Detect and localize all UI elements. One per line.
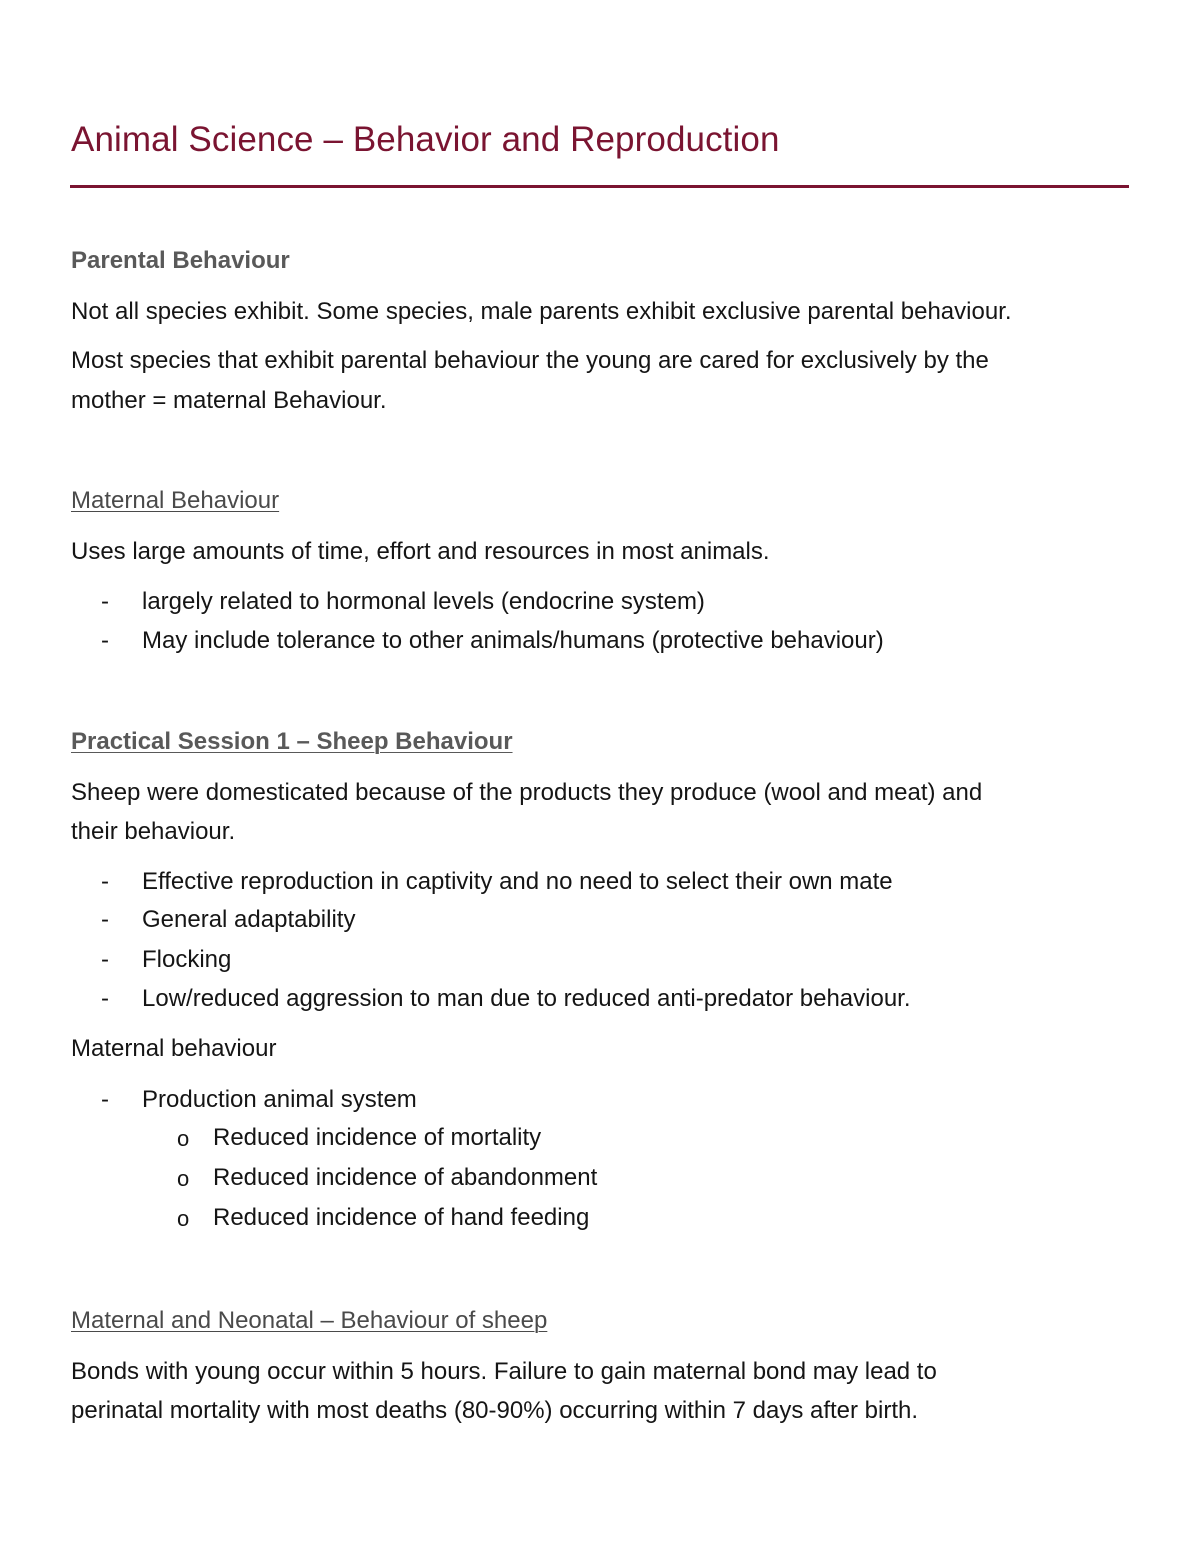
bullet-marker: - <box>101 588 109 615</box>
heading-practical-session-1: Practical Session 1 – Sheep Behaviour <box>71 728 513 755</box>
practical-paragraph-line-1: Sheep were domesticated because of the products they produce (wool and meat) and <box>71 779 983 806</box>
neonatal-paragraph-line-1: Bonds with young occur within 5 hours. Failure to gain maternal bond may lead to <box>71 1358 937 1385</box>
document-title: Animal Science – Behavior and Reproduction <box>71 120 780 159</box>
parental-paragraph-2-line-1: Most species that exhibit parental behaviour the young are cared for exclusively by the <box>71 347 989 374</box>
list-item: Flocking <box>142 946 232 973</box>
bullet-marker: - <box>101 627 109 654</box>
list-item: Low/reduced aggression to man due to reduced anti-predator behaviour. <box>142 985 911 1012</box>
title-underline-rule <box>70 185 1129 188</box>
heading-maternal-and-neonatal: Maternal and Neonatal – Behaviour of sheep <box>71 1307 548 1334</box>
bullet-marker: - <box>101 946 109 973</box>
list-item: largely related to hormonal levels (endocrine system) <box>142 588 705 615</box>
neonatal-paragraph-line-2: perinatal mortality with most deaths (80-90%) occurring within 7 days after birth. <box>71 1397 919 1424</box>
sub-list-item: Reduced incidence of abandonment <box>213 1164 598 1191</box>
parental-paragraph-1: Not all species exhibit. Some species, male parents exhibit exclusive parental behaviour. <box>71 298 1012 325</box>
list-item: Production animal system <box>142 1086 417 1113</box>
sub-bullet-marker: o <box>177 1126 190 1151</box>
list-item: General adaptability <box>142 906 356 933</box>
heading-maternal-behaviour: Maternal Behaviour <box>71 487 280 514</box>
maternal-behaviour-label: Maternal behaviour <box>71 1035 277 1062</box>
sub-bullet-marker: o <box>177 1166 190 1191</box>
bullet-marker: - <box>101 868 109 895</box>
parental-paragraph-2-line-2: mother = maternal Behaviour. <box>71 387 387 414</box>
sub-list-item: Reduced incidence of hand feeding <box>213 1204 590 1231</box>
heading-parental-behaviour: Parental Behaviour <box>71 247 290 274</box>
bullet-marker: - <box>101 906 109 933</box>
practical-paragraph-line-2: their behaviour. <box>71 818 236 845</box>
bullet-marker: - <box>101 985 109 1012</box>
sub-bullet-marker: o <box>177 1206 190 1231</box>
maternal-paragraph-1: Uses large amounts of time, effort and resources in most animals. <box>71 538 770 565</box>
list-item: May include tolerance to other animals/humans (protective behaviour) <box>142 627 884 654</box>
bullet-marker: - <box>101 1086 109 1113</box>
sub-list-item: Reduced incidence of mortality <box>213 1124 542 1151</box>
list-item: Effective reproduction in captivity and no need to select their own mate <box>142 868 893 895</box>
